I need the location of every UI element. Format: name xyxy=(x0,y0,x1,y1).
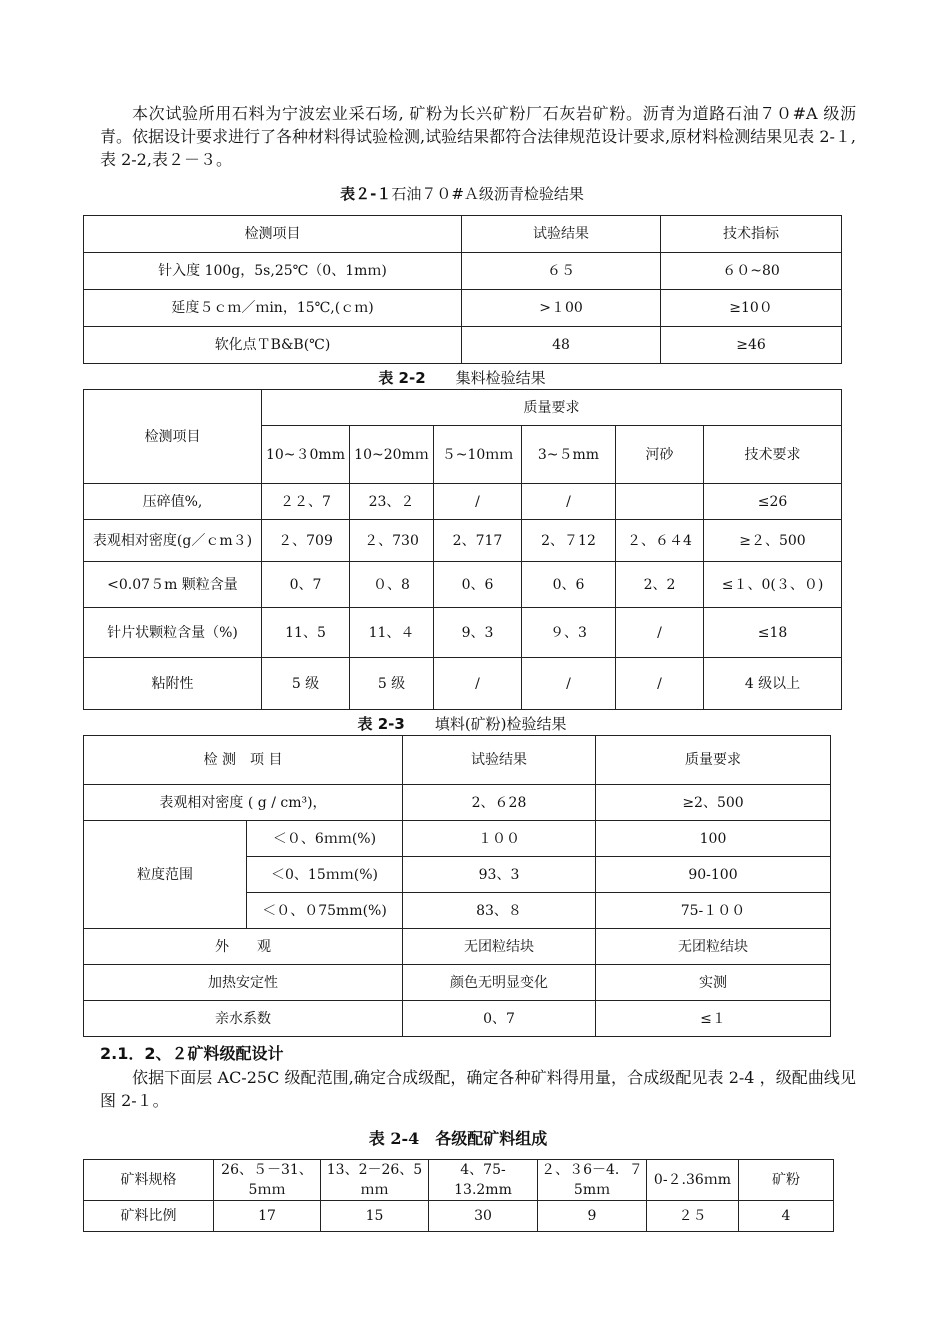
table-cell: 软化点ＴB&B(℃) xyxy=(84,327,462,364)
table-cell: １００ xyxy=(403,821,596,857)
table-row xyxy=(84,484,842,520)
granularity-label: 粒度范围 xyxy=(84,821,247,929)
table-cell: 压碎值%, xyxy=(84,484,262,520)
table2-caption-number: 表 2-2 xyxy=(378,369,426,387)
table-cell: 4 xyxy=(739,1201,834,1232)
table-cell: 30 xyxy=(429,1201,538,1232)
table-cell: 2、717 xyxy=(434,520,522,562)
item-header: 检测项目 xyxy=(84,390,262,484)
table-cell: 83、８ xyxy=(403,893,596,929)
table-cell: / xyxy=(616,608,704,658)
table-row xyxy=(84,1201,834,1232)
table-cell: 2、７12 xyxy=(522,520,616,562)
subheader-cell: 3~５mm xyxy=(522,426,616,484)
table-cell: ≥10０ xyxy=(661,290,842,327)
table-cell: 2、６28 xyxy=(403,785,596,821)
header-cell: 检测项目 xyxy=(84,216,462,253)
table-row xyxy=(84,520,842,562)
table-cell: 15 xyxy=(321,1201,429,1232)
table-cell: 13、2－26、5ｍｍ xyxy=(321,1160,429,1201)
table-row xyxy=(84,785,831,821)
table-cell: 2、2 xyxy=(616,562,704,608)
table-row xyxy=(84,608,842,658)
table3-caption xyxy=(83,713,841,734)
table2-caption xyxy=(83,367,841,388)
table-row xyxy=(84,1001,831,1037)
table-cell: 加热安定性 xyxy=(84,965,403,1001)
table-cell: 0-２.36ｍm xyxy=(647,1160,739,1201)
table-cell: 9、3 xyxy=(434,608,522,658)
header-cell: 试验结果 xyxy=(403,736,596,785)
group-header: 质量要求 xyxy=(262,390,842,426)
table-row xyxy=(84,1160,834,1201)
table-cell: 矿粉 xyxy=(739,1160,834,1201)
table-cell: ９、3 xyxy=(522,608,616,658)
table-cell: ≥46 xyxy=(661,327,842,364)
section-title: ２矿料级配设计 xyxy=(171,1044,284,1063)
table-cell: 无团粒结块 xyxy=(596,929,831,965)
table-cell: >１00 xyxy=(462,290,661,327)
table-cell: 9 xyxy=(538,1201,647,1232)
subheader-cell: 河砂 xyxy=(616,426,704,484)
table-header-row xyxy=(84,390,842,426)
table-row xyxy=(84,253,842,290)
table-cell: 5 级 xyxy=(350,658,434,710)
table-cell: 4、75-13.2mm xyxy=(429,1160,538,1201)
table-cell: / xyxy=(522,484,616,520)
table1-caption-number: 表２-１ xyxy=(340,185,392,203)
table-cell: 75-１００ xyxy=(596,893,831,929)
table-cell: ≤１ xyxy=(596,1001,831,1037)
table-cell: 亲水系数 xyxy=(84,1001,403,1037)
table-cell: 实测 xyxy=(596,965,831,1001)
table-cell: 颜色无明显变化 xyxy=(403,965,596,1001)
intro-paragraph: 本次试验所用石料为宁波宏业采石场, 矿粉为长兴矿粉厂石灰岩矿粉。沥青为道路石油７０#A 级沥青。依据设计要求进行了各种材料得试验检测,试验结果都符合法律规范设计要求,原材料检测结果见表 2-１,表 2-2,表２－３。 xyxy=(100,104,856,169)
table3-caption-text: 填料(矿粉)检验结果 xyxy=(434,715,567,733)
table-cell: 0、7 xyxy=(403,1001,596,1037)
table-cell: ≤26 xyxy=(704,484,842,520)
table2-caption-text: 集料检验结果 xyxy=(455,369,546,387)
table-cell: ２、６４4 xyxy=(616,520,704,562)
table-cell: ２２、7 xyxy=(262,484,350,520)
table-cell: 针入度 100g，5s,25℃（0、1mｍ) xyxy=(84,253,462,290)
header-cell: 试验结果 xyxy=(462,216,661,253)
table-cell: ２、730 xyxy=(350,520,434,562)
table-cell: 外 观 xyxy=(84,929,403,965)
table-cell: 矿料比例 xyxy=(84,1201,214,1232)
table-cell: 0、6 xyxy=(522,562,616,608)
header-cell: 检 测 项 目 xyxy=(84,736,403,785)
table-cell: 11、４ xyxy=(350,608,434,658)
table1-caption xyxy=(83,183,841,204)
table-cell: 0、6 xyxy=(434,562,522,608)
table-cell: 93、3 xyxy=(403,857,596,893)
table-cell: ０、8 xyxy=(350,562,434,608)
table-cell: 23、２ xyxy=(350,484,434,520)
table1-caption-text: 石油７０#Ａ级沥青检验结果 xyxy=(391,185,584,203)
table-cell xyxy=(616,484,704,520)
table-row xyxy=(84,562,842,608)
table3-caption-number: 表 2-3 xyxy=(357,715,405,733)
table-cell: 5 级 xyxy=(262,658,350,710)
table-header-row xyxy=(84,736,831,785)
table-cell: 针片状颗粒含量（%) xyxy=(84,608,262,658)
table-row xyxy=(84,821,831,857)
subheader-cell: 技术要求 xyxy=(704,426,842,484)
table-row xyxy=(84,965,831,1001)
table-cell: ≤18 xyxy=(704,608,842,658)
mineral-composition-table xyxy=(83,1159,834,1232)
header-cell: 技术指标 xyxy=(661,216,842,253)
table-header-row xyxy=(84,216,842,253)
table-cell: ２、709 xyxy=(262,520,350,562)
section-heading xyxy=(100,1041,284,1064)
table-cell: 矿料规格 xyxy=(84,1160,214,1201)
table-cell: ＜０、０75mm(%) xyxy=(247,893,403,929)
table4-caption: 表 2-4 各级配矿料组成 xyxy=(368,1129,548,1148)
table-cell: / xyxy=(522,658,616,710)
section-number: 2.1．2、 xyxy=(100,1044,172,1063)
table-row xyxy=(84,290,842,327)
table-cell: <0.07５m 颗粒含量 xyxy=(84,562,262,608)
table-row xyxy=(84,327,842,364)
aggregate-test-table xyxy=(83,389,842,710)
table-cell: 无团粒结块 xyxy=(403,929,596,965)
table-row xyxy=(84,658,842,710)
table-cell: / xyxy=(434,484,522,520)
table-cell: 90-100 xyxy=(596,857,831,893)
table-cell: 11、5 xyxy=(262,608,350,658)
table-cell: 26、５－31、5ｍｍ xyxy=(214,1160,321,1201)
subheader-cell: 10~３0mm xyxy=(262,426,350,484)
subheader-cell: 10~20mｍ xyxy=(350,426,434,484)
table-cell: / xyxy=(616,658,704,710)
subheader-cell: ５~10ｍｍ xyxy=(434,426,522,484)
table-cell: ≥２、500 xyxy=(704,520,842,562)
table-cell: ＜0、15ｍｍ(%) xyxy=(247,857,403,893)
table-cell: 17 xyxy=(214,1201,321,1232)
table-row xyxy=(84,929,831,965)
table-cell: 4 级以上 xyxy=(704,658,842,710)
table-cell: 100 xyxy=(596,821,831,857)
table-cell: 48 xyxy=(462,327,661,364)
table-cell: 延度５ｃｍ／ｍin，15℃,(ｃｍ) xyxy=(84,290,462,327)
header-cell: 质量要求 xyxy=(596,736,831,785)
table-cell: 表观相对密度(g／ｃm３) xyxy=(84,520,262,562)
asphalt-test-table xyxy=(83,215,842,364)
table-cell: ≤１、0(３、０) xyxy=(704,562,842,608)
design-paragraph: 依据下面层 AC-25C 级配范围,确定合成级配，确定各种矿料得用量，合成级配见表 2-4 ，级配曲线见图 2-１。 xyxy=(100,1068,856,1110)
table-cell: ２、３6－4．７5mｍ xyxy=(538,1160,647,1201)
table-cell: / xyxy=(434,658,522,710)
table-cell: ＜０、6ｍｍ(%) xyxy=(247,821,403,857)
table-cell: ６０~80 xyxy=(661,253,842,290)
table-cell: ≥2、500 xyxy=(596,785,831,821)
table-cell: ６５ xyxy=(462,253,661,290)
filler-test-table xyxy=(83,735,831,1037)
table-cell: ２５ xyxy=(647,1201,739,1232)
table-cell: 表观相对密度 ( g / cm³)， xyxy=(84,785,403,821)
table-cell: 0、7 xyxy=(262,562,350,608)
table-cell: 粘附性 xyxy=(84,658,262,710)
